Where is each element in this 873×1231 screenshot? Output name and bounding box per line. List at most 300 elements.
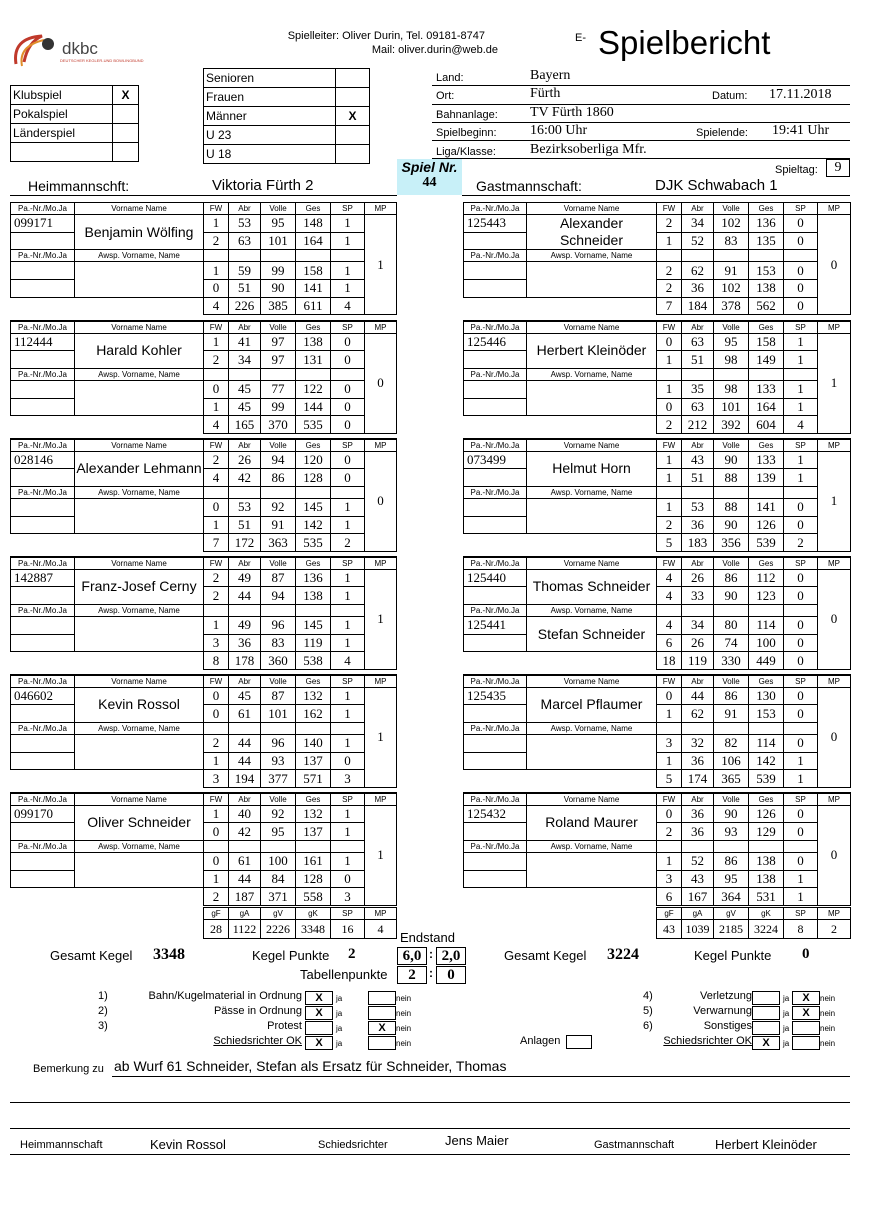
empty-cell: [75, 652, 204, 670]
class-label: Frauen: [204, 88, 336, 107]
col-header-awsp: Awsp. Vorname, Name: [75, 250, 204, 262]
player-total: 0: [784, 297, 818, 315]
col-header-pa: Pa.-Nr./Mo.Ja: [11, 439, 75, 451]
col-header-fw: FW: [657, 675, 682, 687]
round-value: 44: [229, 734, 261, 752]
round-value: 63: [682, 398, 714, 416]
class-label: Männer: [204, 107, 336, 126]
col-header-pa: Pa.-Nr./Mo.Ja: [11, 250, 75, 262]
col-header-sp: SP: [331, 793, 365, 805]
nein-label: nein: [820, 1039, 836, 1048]
round-value: 128: [296, 469, 331, 487]
round-value: 0: [204, 280, 229, 298]
round-value: 95: [714, 333, 749, 351]
round-value: 86: [714, 687, 749, 705]
player-total: 3: [331, 770, 365, 788]
check-number: 4): [643, 990, 653, 1002]
home-kp-label: Kegel Punkte: [252, 948, 330, 963]
empty-cell: [682, 604, 714, 616]
game-type-mark[interactable]: [113, 143, 139, 162]
round-value: 0: [784, 498, 818, 516]
player-mp: 0: [818, 805, 851, 905]
round-value: 83: [261, 634, 296, 652]
empty-cell: [75, 534, 204, 552]
player-total: 538: [296, 652, 331, 670]
round-value: 1: [784, 870, 818, 888]
col-header-pa: Pa.-Nr./Mo.Ja: [464, 793, 527, 805]
player-total: 356: [714, 534, 749, 552]
sign-guest-label: Gastmannschaft: [594, 1139, 675, 1151]
empty-cell: [527, 297, 657, 315]
empty-cell: [682, 250, 714, 262]
player-name: Harald Kohler: [75, 333, 204, 368]
empty-cell: [261, 604, 296, 616]
empty-cell: [331, 486, 365, 498]
round-value: 35: [682, 380, 714, 398]
col-header-fw: FW: [657, 439, 682, 451]
player-mp: 1: [365, 687, 397, 787]
substitute-name: [75, 616, 204, 651]
round-value: 2: [657, 262, 682, 280]
round-value: 45: [229, 687, 261, 705]
round-value: 43: [682, 870, 714, 888]
col-header-mp: MP: [365, 439, 397, 451]
ja-label: ja: [783, 994, 790, 1003]
round-value: 136: [296, 569, 331, 587]
round-value: 80: [714, 616, 749, 634]
player-total: 0: [784, 652, 818, 670]
player-name: Alexander Lehmann: [75, 451, 204, 486]
col-header-name: Vorname Name: [527, 439, 657, 451]
round-value: 95: [261, 215, 296, 233]
col-header-pa: Pa.-Nr./Mo.Ja: [464, 840, 527, 852]
spieltag-label: Spieltag:: [775, 164, 818, 176]
round-value: 123: [749, 587, 784, 605]
empty-cell: [331, 604, 365, 616]
total-value: 16: [331, 920, 365, 939]
round-value: 1: [657, 705, 682, 723]
empty-cell: [229, 486, 261, 498]
col-header-pa: Pa.-Nr./Mo.Ja: [464, 203, 527, 215]
endstand-label: Endstand: [400, 930, 455, 945]
empty-cell: [296, 722, 331, 734]
round-value: 99: [261, 262, 296, 280]
player-total: 187: [229, 888, 261, 906]
round-value: 36: [682, 752, 714, 770]
class-row: [204, 145, 370, 164]
class-mark[interactable]: [336, 126, 370, 145]
round-value: 51: [682, 469, 714, 487]
player-total: 1: [784, 888, 818, 906]
round-value: 2: [657, 516, 682, 534]
beginn-label: Spielbeginn:: [436, 127, 497, 139]
dkbc-logo: [8, 28, 108, 72]
col-header-pa: Pa.-Nr./Mo.Ja: [11, 840, 75, 852]
col-header-pa: Pa.-Nr./Mo.Ja: [464, 321, 527, 333]
col-header-abr: Abr: [682, 321, 714, 333]
col-header-volle: Volle: [714, 321, 749, 333]
round-value: 0: [784, 705, 818, 723]
round-value: 2: [204, 569, 229, 587]
col-header-fw: FW: [204, 793, 229, 805]
player-total: 370: [261, 416, 296, 434]
round-value: 0: [784, 587, 818, 605]
col-header-pa: Pa.-Nr./Mo.Ja: [464, 557, 527, 569]
class-mark[interactable]: [336, 69, 370, 88]
round-value: 61: [229, 852, 261, 870]
round-value: 1: [331, 569, 365, 587]
round-value: 93: [261, 752, 296, 770]
player-total: 2: [204, 888, 229, 906]
player-block: [10, 320, 397, 434]
empty-cell: [527, 416, 657, 434]
col-header-volle: Volle: [261, 321, 296, 333]
col-header-name: Vorname Name: [527, 557, 657, 569]
empty-cell: [464, 516, 527, 534]
round-value: 141: [296, 280, 331, 298]
check-ja-box[interactable]: X: [305, 1006, 333, 1020]
check-ja-box[interactable]: [752, 1021, 780, 1035]
e-prefix: E-: [575, 32, 586, 44]
player-total: 371: [261, 888, 296, 906]
round-value: 2: [204, 451, 229, 469]
game-type-mark[interactable]: [113, 105, 139, 124]
sign-ref-label: Schiedsrichter: [318, 1139, 388, 1151]
empty-cell: [749, 486, 784, 498]
check-nein-box[interactable]: [368, 991, 396, 1005]
substitute-pass-nr: [464, 262, 527, 280]
anlagen-box[interactable]: [566, 1035, 592, 1049]
round-value: 0: [204, 852, 229, 870]
remark-text: ab Wurf 61 Schneider, Stefan als Ersatz für Schneider, Thomas: [114, 1058, 507, 1074]
round-value: 1: [784, 380, 818, 398]
col-header-abr: Abr: [229, 203, 261, 215]
col-header-pa: Pa.-Nr./Mo.Ja: [464, 722, 527, 734]
total-value: 8: [784, 920, 818, 939]
total-header: gK: [749, 908, 784, 920]
liga-label: Liga/Klasse:: [436, 146, 496, 158]
col-header-name: Vorname Name: [527, 203, 657, 215]
round-value: 94: [261, 451, 296, 469]
empty-cell: [331, 368, 365, 380]
player-total: 2: [784, 534, 818, 552]
round-value: 1: [657, 451, 682, 469]
player-block: [10, 556, 397, 670]
player-block: [10, 202, 397, 315]
round-value: 2: [657, 823, 682, 841]
round-value: 82: [714, 734, 749, 752]
col-header-pa: Pa.-Nr./Mo.Ja: [464, 604, 527, 616]
player-total: 119: [682, 652, 714, 670]
round-value: 1: [331, 232, 365, 250]
empty-cell: [464, 705, 527, 723]
col-header-volle: Volle: [714, 203, 749, 215]
col-header-ges: Ges: [296, 793, 331, 805]
round-value: 95: [261, 823, 296, 841]
player-total: 378: [714, 297, 749, 315]
class-label: U 23: [204, 126, 336, 145]
substitute-name: [75, 262, 204, 297]
col-header-mp: MP: [818, 203, 851, 215]
total-value: 4: [365, 920, 397, 939]
guest-kp: 0: [802, 946, 810, 962]
tab-home: 2: [397, 966, 427, 984]
round-value: 4: [657, 569, 682, 587]
round-value: 51: [682, 351, 714, 369]
col-header-awsp: Awsp. Vorname, Name: [527, 722, 657, 734]
check-nein-box[interactable]: X: [792, 1006, 820, 1020]
game-type-label: [11, 143, 113, 162]
player-mp: 0: [365, 333, 397, 433]
round-value: 0: [784, 852, 818, 870]
round-value: 49: [229, 616, 261, 634]
round-value: 94: [261, 587, 296, 605]
total-header: SP: [331, 908, 365, 920]
player-total: 360: [261, 652, 296, 670]
player-total: 174: [682, 770, 714, 788]
player-pass-nr: 125440: [464, 569, 527, 587]
substitute-pass-nr: [11, 616, 75, 634]
player-block: [463, 674, 851, 788]
remark-label: Bemerkung zu: [33, 1063, 104, 1075]
player-total: 539: [749, 534, 784, 552]
check-number: 5): [643, 1005, 653, 1017]
empty-cell: [714, 368, 749, 380]
player-total: 535: [296, 534, 331, 552]
check-nein-box[interactable]: X: [792, 991, 820, 1005]
col-header-fw: FW: [657, 203, 682, 215]
empty-cell: [204, 368, 229, 380]
round-value: 6: [657, 634, 682, 652]
game-type-row: [11, 86, 139, 105]
player-pass-nr: 099171: [11, 215, 75, 233]
empty-cell: [749, 250, 784, 262]
round-value: 90: [714, 805, 749, 823]
col-header-pa: Pa.-Nr./Mo.Ja: [464, 486, 527, 498]
round-value: 0: [784, 734, 818, 752]
col-header-pa: Pa.-Nr./Mo.Ja: [11, 321, 75, 333]
player-total: 212: [682, 416, 714, 434]
player-total: 183: [682, 534, 714, 552]
round-value: 49: [229, 569, 261, 587]
round-value: 41: [229, 333, 261, 351]
round-value: 142: [296, 516, 331, 534]
check-ja-box[interactable]: [305, 1021, 333, 1035]
check-ja-box[interactable]: X: [305, 1036, 333, 1050]
class-row: [204, 69, 370, 88]
col-header-volle: Volle: [714, 557, 749, 569]
round-value: 153: [749, 262, 784, 280]
round-value: 101: [714, 398, 749, 416]
round-value: 0: [331, 333, 365, 351]
check-ja-box[interactable]: X: [305, 991, 333, 1005]
col-header-abr: Abr: [682, 675, 714, 687]
col-header-sp: SP: [331, 439, 365, 451]
empty-cell: [261, 368, 296, 380]
guest-totals: [656, 907, 851, 939]
player-total: 178: [229, 652, 261, 670]
datum-value: 17.11.2018: [769, 87, 832, 102]
player-total: 6: [657, 888, 682, 906]
nein-label: nein: [820, 994, 836, 1003]
player-total: 364: [714, 888, 749, 906]
col-header-abr: Abr: [682, 203, 714, 215]
col-header-volle: Volle: [261, 203, 296, 215]
player-total: 330: [714, 652, 749, 670]
round-value: 1: [784, 333, 818, 351]
round-value: 0: [204, 380, 229, 398]
empty-cell: [11, 652, 75, 670]
player-total: 562: [749, 297, 784, 315]
game-number-box: [397, 159, 462, 195]
check-ja-box[interactable]: [752, 1006, 780, 1020]
round-value: 144: [296, 398, 331, 416]
col-header-awsp: Awsp. Vorname, Name: [527, 250, 657, 262]
check-ja-box[interactable]: X: [752, 1036, 780, 1050]
player-pass-nr: 125435: [464, 687, 527, 705]
ja-label: ja: [336, 994, 343, 1003]
empty-cell: [784, 722, 818, 734]
col-header-awsp: Awsp. Vorname, Name: [527, 840, 657, 852]
round-value: 0: [331, 451, 365, 469]
col-header-pa: Pa.-Nr./Mo.Ja: [11, 604, 75, 616]
round-value: 95: [714, 870, 749, 888]
col-header-fw: FW: [657, 793, 682, 805]
empty-cell: [331, 722, 365, 734]
round-value: 88: [714, 498, 749, 516]
empty-cell: [657, 604, 682, 616]
col-header-ges: Ges: [749, 439, 784, 451]
empty-cell: [714, 604, 749, 616]
col-header-pa: Pa.-Nr./Mo.Ja: [11, 675, 75, 687]
round-value: 99: [261, 398, 296, 416]
col-header-pa: Pa.-Nr./Mo.Ja: [11, 793, 75, 805]
round-value: 1: [204, 616, 229, 634]
check-number: 2): [98, 1005, 108, 1017]
round-value: 0: [657, 805, 682, 823]
check-nein-box[interactable]: [792, 1021, 820, 1035]
total-value: 2185: [714, 920, 749, 939]
home-team-label: Heimmannschft:: [28, 178, 130, 194]
substitute-name: [527, 852, 657, 887]
round-value: 139: [749, 469, 784, 487]
col-header-awsp: Awsp. Vorname, Name: [75, 722, 204, 734]
game-number: 44: [422, 175, 437, 190]
check-nein-box[interactable]: [368, 1006, 396, 1020]
class-mark[interactable]: X: [336, 107, 370, 126]
tab-label: Tabellenpunkte: [300, 967, 388, 982]
round-value: 137: [296, 823, 331, 841]
total-header: gA: [682, 908, 714, 920]
round-value: 98: [714, 351, 749, 369]
round-value: 1: [657, 380, 682, 398]
check-label: Verletzung: [700, 990, 752, 1002]
class-mark[interactable]: [336, 145, 370, 164]
empty-cell: [527, 534, 657, 552]
col-header-name: Vorname Name: [527, 675, 657, 687]
game-type-label: Pokalspiel: [11, 105, 113, 124]
ja-label: ja: [783, 1009, 790, 1018]
empty-cell: [204, 486, 229, 498]
round-value: 158: [296, 262, 331, 280]
game-type-mark[interactable]: X: [113, 86, 139, 105]
round-value: 138: [749, 280, 784, 298]
col-header-abr: Abr: [229, 439, 261, 451]
check-label: Schiedsrichter OK: [213, 1035, 302, 1047]
game-type-row: [11, 143, 139, 162]
col-header-awsp: Awsp. Vorname, Name: [527, 486, 657, 498]
round-value: 0: [784, 805, 818, 823]
player-total: 4: [331, 297, 365, 315]
empty-cell: [682, 368, 714, 380]
check-label: Pässe in Ordnung: [213, 1005, 302, 1017]
empty-cell: [784, 368, 818, 380]
round-value: 3: [657, 734, 682, 752]
ja-label: ja: [336, 1009, 343, 1018]
empty-cell: [11, 587, 75, 605]
round-value: 0: [784, 215, 818, 233]
total-header: gV: [714, 908, 749, 920]
round-value: 1: [331, 280, 365, 298]
player-name: Benjamin Wölfing: [75, 215, 204, 250]
class-mark[interactable]: [336, 88, 370, 107]
round-value: 86: [714, 852, 749, 870]
round-value: 36: [682, 516, 714, 534]
home-sum: 3348: [153, 946, 185, 963]
player-pass-nr: 073499: [464, 451, 527, 469]
empty-cell: [657, 722, 682, 734]
check-ja-box[interactable]: [752, 991, 780, 1005]
land-value: Bayern: [530, 68, 571, 83]
player-total: 392: [714, 416, 749, 434]
check-nein-box[interactable]: [368, 1036, 396, 1050]
round-value: 106: [714, 752, 749, 770]
player-pass-nr: 125443: [464, 215, 527, 233]
round-value: 96: [261, 616, 296, 634]
round-value: 44: [229, 752, 261, 770]
empty-cell: [11, 534, 75, 552]
empty-cell: [464, 280, 527, 298]
player-total: 8: [204, 652, 229, 670]
check-nein-box[interactable]: X: [368, 1021, 396, 1035]
round-value: 42: [229, 469, 261, 487]
round-value: 84: [261, 870, 296, 888]
total-header: gV: [261, 908, 296, 920]
round-value: 0: [784, 634, 818, 652]
check-nein-box[interactable]: [792, 1036, 820, 1050]
player-name: Helmut Horn: [527, 451, 657, 486]
round-value: 34: [682, 616, 714, 634]
empty-cell: [464, 232, 527, 250]
round-value: 0: [204, 498, 229, 516]
col-header-sp: SP: [784, 439, 818, 451]
empty-cell: [229, 368, 261, 380]
col-header-mp: MP: [365, 793, 397, 805]
player-mp: 0: [818, 215, 851, 315]
round-value: 26: [682, 634, 714, 652]
col-header-fw: FW: [204, 557, 229, 569]
home-totals: [203, 907, 397, 939]
round-value: 1: [331, 215, 365, 233]
col-header-ges: Ges: [296, 557, 331, 569]
empty-cell: [527, 770, 657, 788]
col-header-mp: MP: [818, 675, 851, 687]
round-value: 91: [714, 705, 749, 723]
substitute-pass-nr: [11, 380, 75, 398]
col-header-ges: Ges: [749, 675, 784, 687]
col-header-abr: Abr: [229, 321, 261, 333]
game-type-mark[interactable]: [113, 124, 139, 143]
